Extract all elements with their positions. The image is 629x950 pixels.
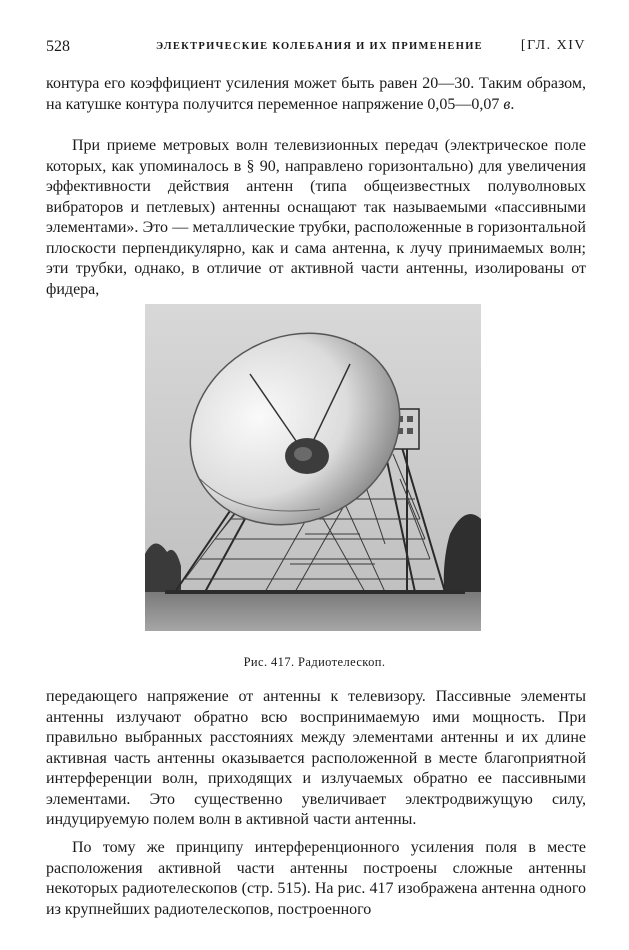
- paragraph-2: При приеме метровых волн телевизионных передач (электрическое поле которых, как упоминалось в § 90, направлено горизонтально) для увеличения эффективности действия антенн (типа общеизвестных полуволновых вибраторов и петлевых) антенны оснащают так называемыми «пассивными элементами». Это — металлические трубки, расположенные в горизонтальной плоскости перпендикулярно, как и сама антенна, к лучу принимаемых волн; эти трубки, однако, в отличие от активной части антенны, изолированы от фидера,: [46, 137, 586, 298]
- running-title: ЭЛЕКТРИЧЕСКИЕ КОЛЕБАНИЯ И ИХ ПРИМЕНЕНИЕ: [156, 41, 483, 52]
- page-header: [46, 38, 586, 60]
- page-number: 528: [46, 38, 70, 55]
- paragraph-3: передающего напряжение от антенны к телевизору. Пассивные элементы антенны излучают обратно всю воспринимаемую ими мощность. При правильно выбранных расстояниях между элементами антенны и их длине активная часть антенны оказывается расположенной в месте благоприятной интерференции волн, приходящих и излучаемых обратно ее пассивными элементами. Это существенно увеличивает электродвижущую силу, индуцируемую полем волн в активной части антенны.: [46, 688, 586, 828]
- paragraph-4: По тому же принципу интерференционного усиления поля в месте расположения активной части антенны построены сложные антенны некоторых радиотелескопов (стр. 515). На рис. 417 изображена антенна одного из крупнейших радиотелескопов, построенного: [46, 839, 586, 918]
- paragraph-1-text: контура его коэффициент усиления может быть равен 20—30. Таким образом, на катушке контура получится переменное напряжение 0,05—0,07: [46, 75, 586, 113]
- radio-telescope-photo: [145, 304, 481, 631]
- voltage-unit: в: [503, 95, 511, 113]
- figure-caption: Рис. 417. Радиотелескоп.: [243, 655, 386, 669]
- paragraph-1-end: .: [510, 95, 515, 113]
- chapter-label: [ГЛ. XIV: [520, 38, 586, 53]
- paragraph-1: [46, 74, 586, 115]
